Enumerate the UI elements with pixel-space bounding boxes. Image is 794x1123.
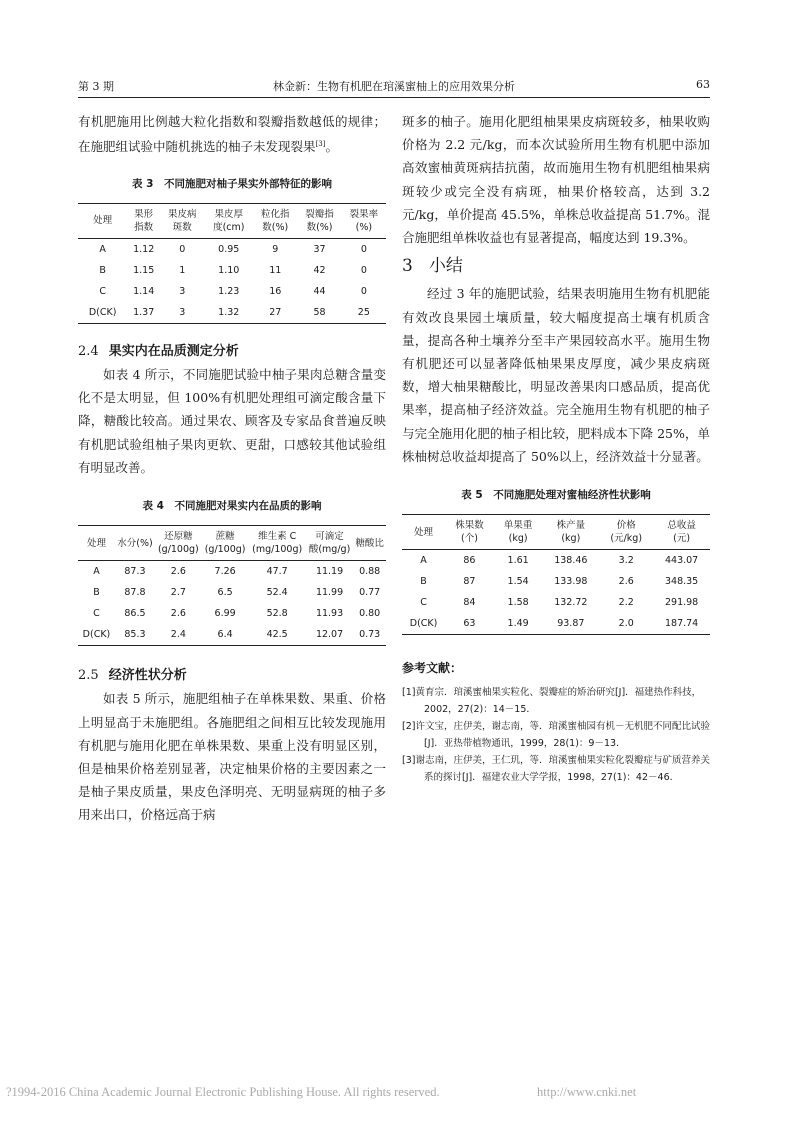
table-cell: D(CK) — [78, 302, 127, 324]
body-paragraph — [78, 110, 386, 159]
table-cell: 291.98 — [664, 597, 699, 609]
column-header: 维生素 C (mg/100g) — [248, 526, 305, 561]
table-cell: 1.10 — [218, 264, 240, 276]
table-cell: 16 — [269, 285, 282, 297]
table-cell: 52.4 — [266, 587, 288, 599]
column-header: 还原糖 (g/100g) — [155, 526, 202, 561]
table-cell: D(CK) — [402, 613, 445, 635]
table-cell: 11 — [269, 264, 282, 276]
body-paragraph: 如表 5 所示，施肥组柚子在单株果数、果重、价格上明显高于未施肥组。各施肥组之间相互比较发现施用有机肥与施用化肥在单株果数、果重上没有明显区别，但是柚果价格差别显著，决定柚果价格的主要因素之一是柚子果皮质量，果皮色泽明亮、无明显病斑的柚子多用来出口，价格远高于病 — [78, 691, 386, 823]
table-caption: 表 4 不同施肥对果实内在品质的影响 — [142, 499, 322, 512]
table-cell: 138.46 — [554, 555, 588, 567]
table-fruit-quality — [78, 525, 386, 646]
table-cell: 58 — [297, 302, 341, 324]
table-cell: 1.58 — [507, 597, 529, 609]
column-header: 糖酸比 — [353, 526, 386, 561]
table-cell: 87.8 — [124, 587, 146, 599]
table-cell: 44 — [313, 285, 326, 297]
table-cell: 0.77 — [359, 587, 381, 599]
table-cell: 7.26 — [214, 566, 236, 578]
table-cell: 93.87 — [542, 613, 599, 635]
table-cell: 52.8 — [266, 608, 288, 620]
table-header-row — [78, 203, 386, 238]
table-cell: 2.6 — [618, 576, 634, 588]
table-cell: 0.73 — [353, 624, 386, 646]
table-cell: 132.72 — [554, 597, 588, 609]
table-cell: 2.2 — [618, 597, 634, 609]
table-cell: 12.07 — [306, 624, 353, 646]
copyright-notice: ?1994-2016 China Academic Journal Electronic Publishing House. All rights reserved. — [6, 1085, 440, 1099]
paragraph-text: 有机肥施用比例越大粒化指数和裂瓣指数越低的规律；在施肥组试验中随机挑选的柚子未发现裂果 — [78, 114, 386, 155]
table-cell: 1.23 — [218, 285, 240, 297]
table-cell: 6.99 — [214, 608, 236, 620]
column-header: 单果重 (kg) — [494, 515, 543, 550]
table-row — [78, 561, 386, 583]
table-cell: 0.80 — [359, 608, 381, 620]
table-cell: C — [93, 608, 100, 620]
running-header — [78, 78, 710, 96]
table-cell: 0 — [360, 264, 367, 276]
table-cell: 2.4 — [155, 624, 202, 646]
table-cell: 47.7 — [266, 566, 288, 578]
table-cell: 11.93 — [315, 608, 344, 620]
column-header: 总收益 (元) — [653, 515, 710, 550]
body-paragraph: 如表 4 所示，不同施肥试验中柚子果肉总糖含量变化不是太明显，但 100%有机肥处理组可滴定酸含量下降，糖酸比较高。通过果农、顾客及专家品食普遍反映有机肥试验组柚子果肉更软、更甜，口感较其他试验组有明显改善。 — [78, 366, 386, 475]
table-cell: 84 — [463, 597, 476, 609]
column-header: 裂果率 (%) — [342, 203, 386, 238]
column-header: 处理 — [78, 526, 115, 561]
column-header: 株产量 (kg) — [542, 515, 599, 550]
column-header: 果皮厚 度(cm) — [204, 203, 253, 238]
table-cell: 3 — [160, 302, 204, 324]
table-row — [402, 592, 710, 613]
table-cell: B — [420, 576, 427, 588]
running-title: 林金新：生物有机肥在琯溪蜜柚上的应用效果分析 — [273, 80, 515, 93]
table-cell: 348.35 — [664, 576, 699, 588]
reference-item: [2]许文宝，庄伊美，谢志南，等．琯溪蜜柚园有机－无机肥不同配比试验[J]．亚热带植物通讯，1999，28(1)：9－13． — [402, 721, 710, 750]
table-cell: 87.3 — [124, 566, 146, 578]
table-cell: 85.3 — [115, 624, 155, 646]
table-cell: 0.88 — [359, 566, 381, 578]
page-number: 63 — [696, 78, 710, 91]
column-header: 价格 (元/kg) — [599, 515, 653, 550]
table-row — [402, 613, 710, 635]
table-cell: 87 — [463, 576, 476, 588]
table-row — [402, 550, 710, 572]
table-cell: 1.12 — [133, 243, 155, 255]
column-header: 蔗糖 (g/100g) — [202, 526, 249, 561]
table-caption: 表 3 不同施肥对柚子果实外部特征的影响 — [132, 177, 332, 190]
table-cell: 0.95 — [218, 243, 240, 255]
table-cell: 187.74 — [653, 613, 710, 635]
table-cell: 3 — [179, 285, 186, 297]
column-header: 水分(%) — [115, 526, 155, 561]
table-cell: 2.6 — [170, 566, 186, 578]
table-cell: 1.14 — [133, 285, 155, 297]
table-cell: 3.2 — [618, 555, 634, 567]
section-title: 经济性状分析 — [108, 668, 187, 684]
table-cell: 27 — [253, 302, 297, 324]
table-cell: 133.98 — [554, 576, 588, 588]
table-cell: 2.6 — [170, 608, 186, 620]
table-cell: C — [420, 597, 427, 609]
table-cell: C — [99, 285, 106, 297]
table-cell: 25 — [342, 302, 386, 324]
table-row — [78, 624, 386, 646]
table-cell: 86.5 — [124, 608, 146, 620]
table-row — [402, 571, 710, 592]
table-cell: B — [99, 264, 106, 276]
table-cell: 1.61 — [507, 555, 529, 567]
column-header: 株果数 (个) — [445, 515, 494, 550]
table-row — [78, 582, 386, 603]
footer-link[interactable]: http://www.cnki.net — [537, 1085, 637, 1099]
table-cell: 1.37 — [127, 302, 160, 324]
column-header: 裂瓣指 数(%) — [297, 203, 341, 238]
table-cell: 42 — [313, 264, 326, 276]
table-economic-traits — [402, 514, 710, 635]
citation-mark[interactable]: [3] — [315, 140, 326, 149]
table-row — [78, 603, 386, 624]
table-row — [78, 302, 386, 324]
table-row — [78, 260, 386, 281]
reference-item: [1]黄育宗．琯溪蜜柚果实粒化、裂瓣症的矫治研究[J]．福建热作科技，2002，27(2)：14－15． — [402, 687, 702, 716]
reference-item: [3]谢志南，庄伊美，王仁玑，等．琯溪蜜柚果实粒化裂瓣症与矿质营养关系的探讨[J]．福建农业大学学报，1998，27(1)：42－46． — [402, 755, 710, 784]
table-header-row — [78, 526, 386, 561]
table-cell: 6.4 — [202, 624, 249, 646]
table-row — [78, 281, 386, 302]
body-paragraph: 经过 3 年的施肥试验，结果表明施用生物有机肥能有效改良果园土壤质量，较大幅度提高土壤有机质含量，提高各种土壤养分至丰产果园较高水平。施用生物有机肥还可以显著降低柚果果皮厚度，减少果皮病斑数，增大柚果糖酸比，明显改善果肉口感品质，提高优果率，提高柚子经济效益。完全施用生物有机肥的柚子与完全施用化肥的柚子相比较，肥料成本下降 25%，单株柚树总收益却提高了 50%以上，经济效益十分显著。 — [402, 286, 710, 464]
table-cell: 1.49 — [494, 613, 543, 635]
column-header: 可滴定 酸(mg/g) — [306, 526, 353, 561]
column-header: 处理 — [78, 203, 127, 238]
section-number: 2.4 — [78, 343, 99, 359]
table-cell: 11.99 — [315, 587, 344, 599]
table-cell: 0 — [360, 285, 367, 297]
table-cell: 1.15 — [133, 264, 155, 276]
table-cell: 1.54 — [507, 576, 529, 588]
table-cell: 2.0 — [599, 613, 653, 635]
table-cell: 6.5 — [217, 587, 233, 599]
section-number: 3 — [402, 256, 413, 277]
table-cell: 37 — [313, 243, 326, 255]
table-fruit-external — [78, 203, 386, 324]
section-heading-2-5 — [78, 664, 386, 687]
table-cell: 63 — [445, 613, 494, 635]
paragraph-text: 。 — [325, 139, 338, 155]
column-header: 果皮病 斑数 — [160, 203, 204, 238]
table-cell: A — [420, 555, 427, 567]
header-rule — [78, 97, 710, 98]
column-header: 处理 — [402, 515, 445, 550]
table-cell: A — [93, 566, 100, 578]
section-number: 2.5 — [78, 668, 99, 684]
table-cell: 11.19 — [315, 566, 344, 578]
column-header: 果形 指数 — [127, 203, 160, 238]
table-cell: 0 — [360, 243, 367, 255]
table-cell: D(CK) — [78, 624, 115, 646]
issue-label: 第 3 期 — [78, 80, 114, 93]
table-cell: 42.5 — [248, 624, 305, 646]
right-column — [402, 110, 710, 786]
section-heading-3 — [402, 255, 710, 278]
table-caption: 表 5 不同施肥处理对蜜柚经济性状影响 — [461, 489, 651, 502]
table-cell: 1 — [179, 264, 186, 276]
table-cell: 1.32 — [204, 302, 253, 324]
table-cell: 2.7 — [170, 587, 186, 599]
table-header-row — [402, 515, 710, 550]
table-cell: 443.07 — [664, 555, 699, 567]
column-header: 粒化指 数(%) — [253, 203, 297, 238]
section-title: 小结 — [428, 256, 463, 277]
body-paragraph: 斑多的柚子。施用化肥组柚果果皮病斑较多，柚果收购价格为 2.2 元/kg，而本次试验所用生物有机肥中添加高效蜜柚黄斑病拮抗菌，故而施用生物有机肥组柚果病斑较少或完全没有病斑，柚果价格较高，达到 3.2 元/kg，单价提高 45.5%，单株总收益提高 51.7%。混合施肥组单株收益也有显著提高，幅度达到 19.3%。 — [402, 114, 710, 246]
table-cell: 9 — [272, 243, 279, 255]
section-heading-2-4 — [78, 340, 386, 363]
table-cell: B — [93, 587, 100, 599]
table-cell: 0 — [179, 243, 186, 255]
left-column — [78, 110, 386, 827]
table-row — [78, 238, 386, 260]
references-heading: 参考文献： — [402, 661, 463, 676]
section-title: 果实内在品质测定分析 — [108, 343, 239, 359]
table-cell: 86 — [463, 555, 476, 567]
table-cell: A — [99, 243, 106, 255]
